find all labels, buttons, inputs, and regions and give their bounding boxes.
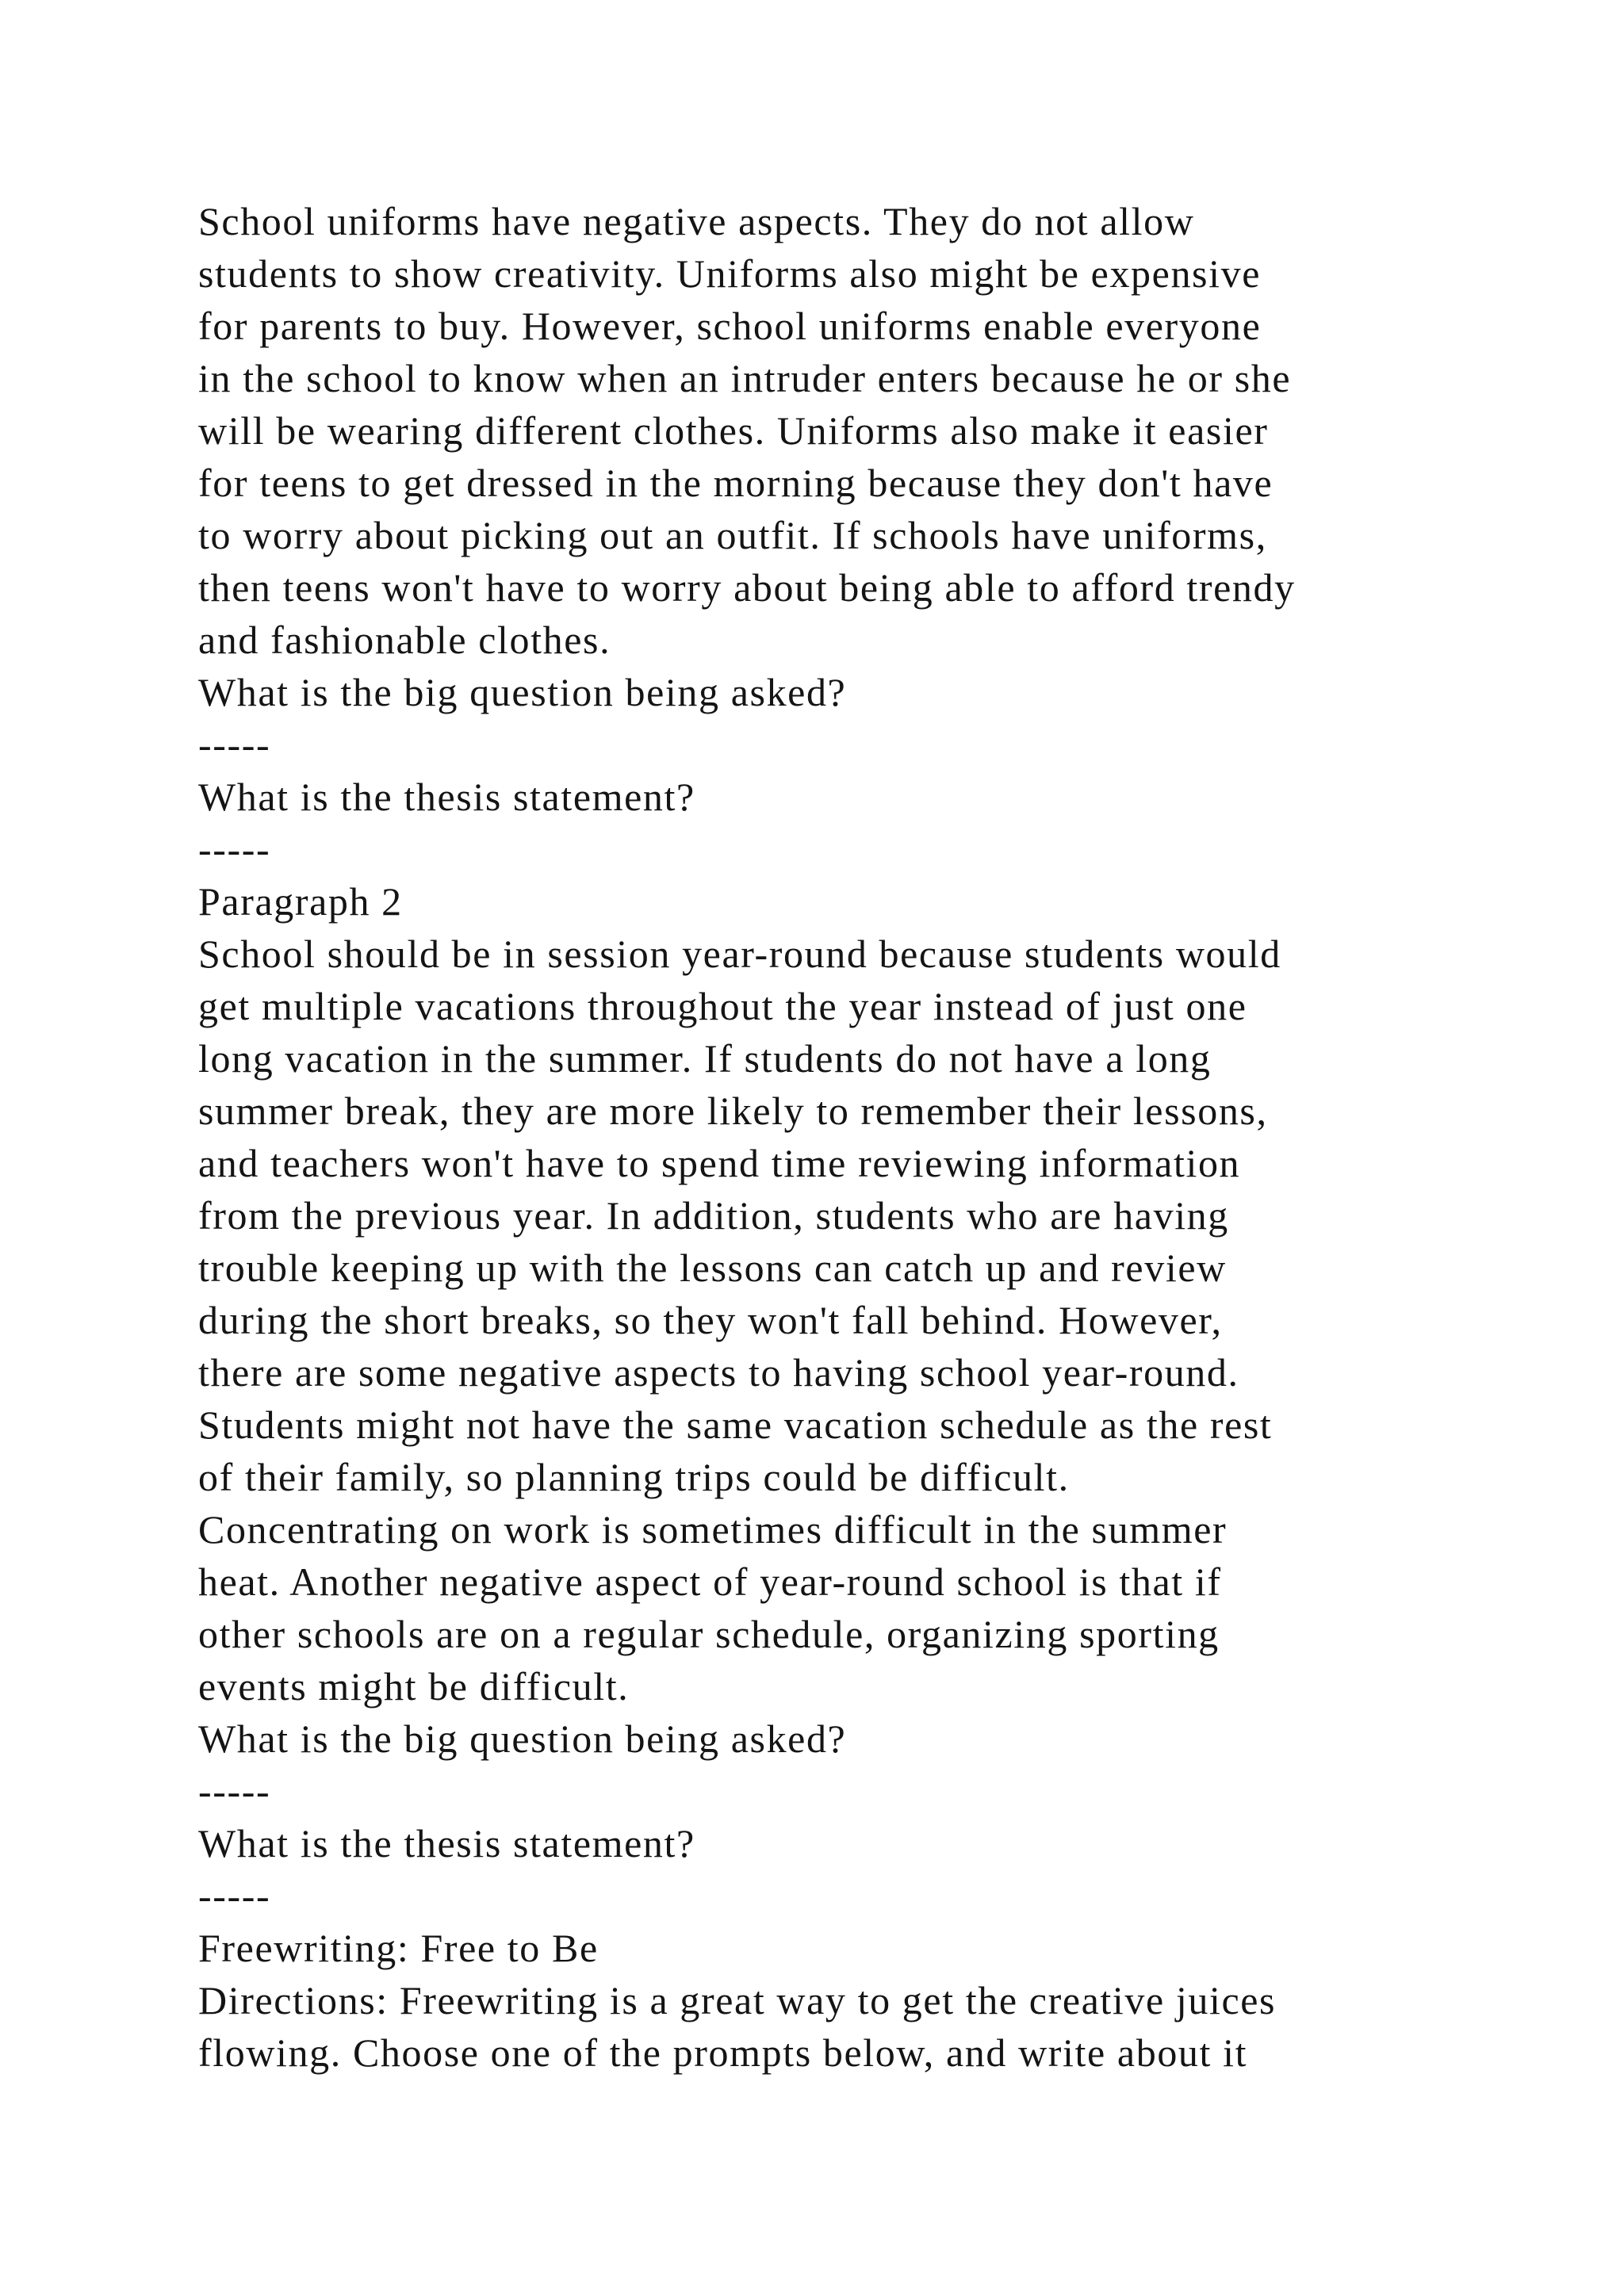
paragraph-1-line: in the school to know when an intruder enters because he or she [198,356,1292,400]
answer-placeholder: ----- [198,1769,271,1813]
paragraph-2-line: Students might not have the same vacation schedule as the rest [198,1402,1273,1447]
paragraph-2-line: summer break, they are more likely to remember their lessons, [198,1089,1268,1133]
paragraph-1-line: and fashionable clothes. [198,618,611,662]
paragraph-2-line: Concentrating on work is sometimes difficult in the summer [198,1507,1228,1552]
paragraph-2-line: of their family, so planning trips could be difficult. [198,1455,1070,1499]
paragraph-2-line: and teachers won't have to spend time reviewing information [198,1141,1241,1185]
section-heading-freewriting: Freewriting: Free to Be [198,1926,599,1970]
paragraph-1-line: for parents to buy. However, school uniforms enable everyone [198,304,1262,348]
answer-placeholder: ----- [198,722,271,767]
document-body [198,195,1435,2079]
paragraph-1-line: will be wearing different clothes. Uniforms also make it easier [198,408,1269,453]
question-big-question: What is the big question being asked? [198,670,847,714]
paragraph-2-line: get multiple vacations throughout the year instead of just one [198,984,1247,1028]
paragraph-2-line: other schools are on a regular schedule, organizing sporting [198,1612,1220,1656]
paragraph-2-line: during the short breaks, so they won't fall behind. However, [198,1298,1223,1342]
paragraph-2-line: School should be in session year-round because students would [198,932,1281,976]
question-big-question: What is the big question being asked? [198,1716,847,1761]
paragraph-1-line: students to show creativity. Uniforms also might be expensive [198,251,1261,296]
paragraph-2-line: long vacation in the summer. If students do not have a long [198,1036,1212,1081]
answer-placeholder: ----- [198,827,271,871]
paragraph-2-line: from the previous year. In addition, students who are having [198,1193,1229,1238]
directions-line: Directions: Freewriting is a great way to get the creative juices [198,1978,1277,2022]
section-heading-paragraph-2: Paragraph 2 [198,879,403,924]
paragraph-1-line: School uniforms have negative aspects. They do not allow [198,199,1195,243]
paragraph-2-line: events might be difficult. [198,1664,630,1709]
paragraph-1-line: for teens to get dressed in the morning because they don't have [198,461,1274,505]
question-thesis-statement: What is the thesis statement? [198,1821,695,1866]
directions-line: flowing. Choose one of the prompts below, and write about it [198,2030,1248,2075]
answer-placeholder: ----- [198,1873,271,1918]
paragraph-1-line: to worry about picking out an outfit. If schools have uniforms, [198,513,1267,557]
paragraph-2-line: trouble keeping up with the lessons can catch up and review [198,1246,1227,1290]
paragraph-1-line: then teens won't have to worry about being able to afford trendy [198,565,1296,610]
paragraph-2-line: there are some negative aspects to having school year-round. [198,1350,1239,1395]
paragraph-2-line: heat. Another negative aspect of year-round school is that if [198,1559,1222,1604]
question-thesis-statement: What is the thesis statement? [198,775,695,819]
